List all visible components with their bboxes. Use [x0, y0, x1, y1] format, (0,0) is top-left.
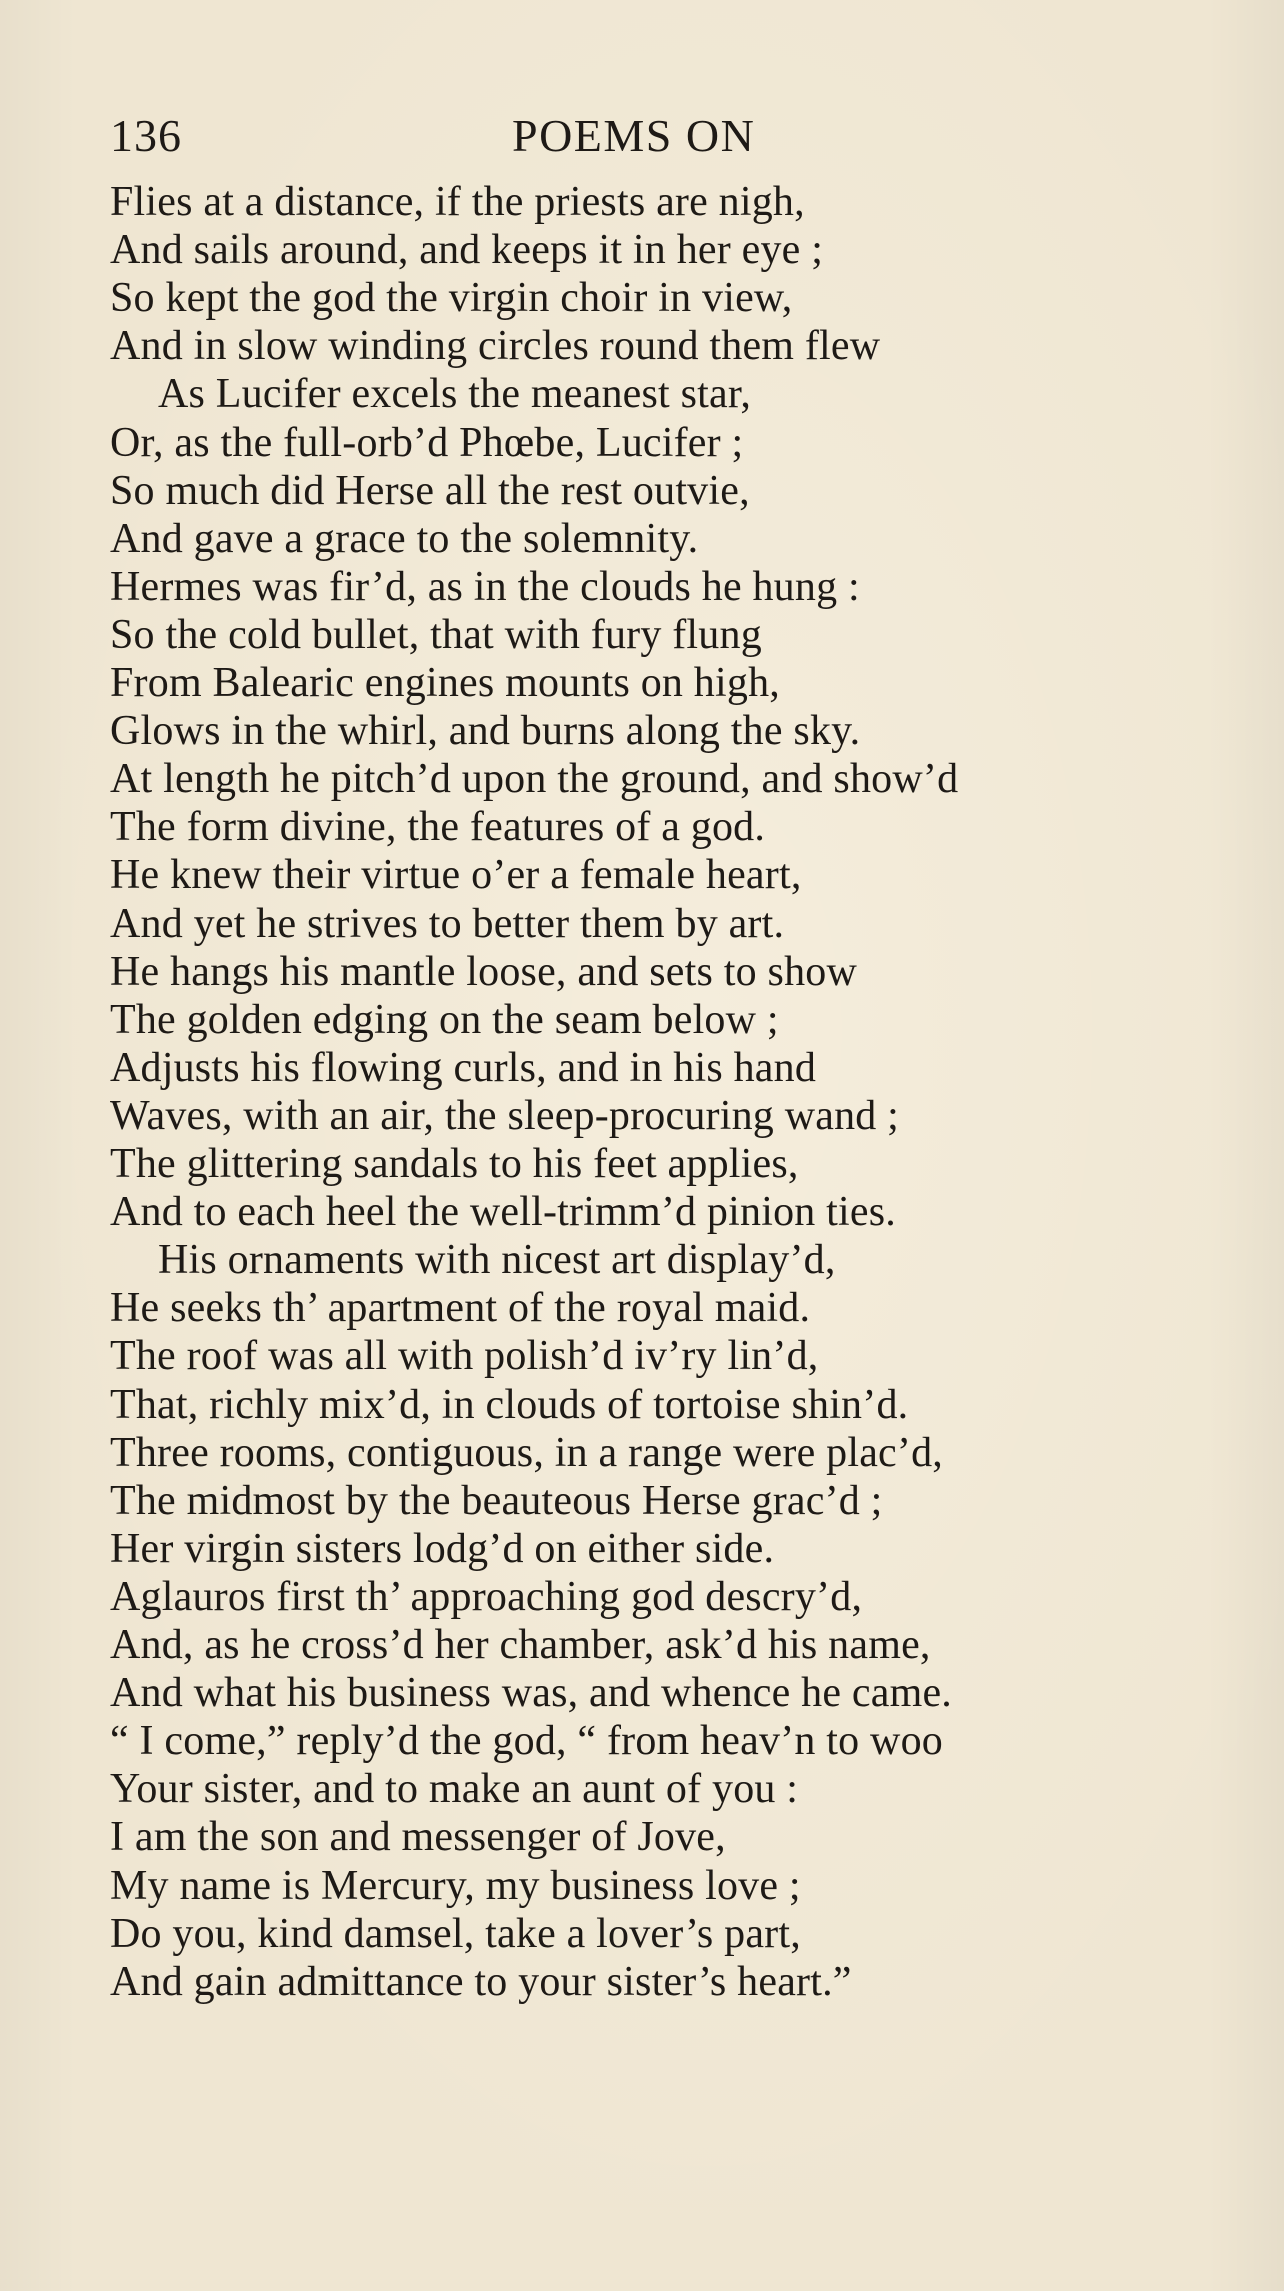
poem-line: And in slow winding circles round them flew [110, 323, 881, 369]
poem-line: Or, as the full-orb’d Phœbe, Lucifer ; [110, 420, 744, 466]
poem-line: Flies at a distance, if the priests are nigh, [110, 179, 805, 225]
poem-line: Her virgin sisters lodg’d on either side. [110, 1526, 775, 1572]
poem-line: And to each heel the well-trimm’d pinion ties. [110, 1189, 896, 1235]
poem-line: And yet he strives to better them by art. [110, 901, 785, 947]
poem-line: And sails around, and keeps it in her eye ; [110, 227, 824, 273]
poem-line: Adjusts his flowing curls, and in his hand [110, 1045, 817, 1091]
poem-line: And gain admittance to your sister’s heart.” [110, 1959, 852, 2005]
poem-line: And gave a grace to the solemnity. [110, 516, 699, 562]
poem-line: My name is Mercury, my business love ; [110, 1863, 801, 1909]
poem-line: He hangs his mantle loose, and sets to show [110, 949, 858, 995]
poem-line: Your sister, and to make an aunt of you : [110, 1766, 799, 1812]
poem-line: From Balearic engines mounts on high, [110, 660, 780, 706]
page-number: 136 [110, 110, 182, 161]
poem-line: Hermes was fir’d, as in the clouds he hung : [110, 564, 860, 610]
poem-line: As Lucifer excels the meanest star, [158, 371, 752, 417]
poem-line: Three rooms, contiguous, in a range were plac’d, [110, 1430, 943, 1476]
poem-line: He knew their virtue o’er a female heart, [110, 852, 802, 898]
running-head: POEMS ON [512, 110, 756, 161]
poem-line: The roof was all with polish’d iv’ry lin’d, [110, 1333, 819, 1379]
poem-line: The midmost by the beauteous Herse grac’d ; [110, 1478, 883, 1524]
poem-line: That, richly mix’d, in clouds of tortoise shin’d. [110, 1382, 909, 1428]
poem-line: The form divine, the features of a god. [110, 804, 766, 850]
poem-line: Do you, kind damsel, take a lover’s part, [110, 1911, 801, 1957]
poem-line: So kept the god the virgin choir in view, [110, 275, 793, 321]
poem-line: “ I come,” reply’d the god, “ from heav’n to woo [110, 1718, 943, 1764]
poem-line: So much did Herse all the rest outvie, [110, 468, 750, 514]
poem-line: I am the son and messenger of Jove, [110, 1814, 726, 1860]
poem-line: Glows in the whirl, and burns along the sky. [110, 708, 861, 754]
poem-line: And what his business was, and whence he came. [110, 1670, 952, 1716]
poem-line: He seeks th’ apartment of the royal maid. [110, 1285, 811, 1331]
poem-line: And, as he cross’d her chamber, ask’d his name, [110, 1622, 931, 1668]
poem-line: So the cold bullet, that with fury flung [110, 612, 762, 658]
poem-line: At length he pitch’d upon the ground, and show’d [110, 756, 959, 802]
poem-line: Waves, with an air, the sleep-procuring wand ; [110, 1093, 900, 1139]
page-header [0, 104, 1284, 164]
poem-line: The golden edging on the seam below ; [110, 997, 779, 1043]
poem-line: His ornaments with nicest art display’d, [158, 1237, 836, 1283]
poem-line: Aglauros first th’ approaching god descry’d, [110, 1574, 863, 1620]
poem-line: The glittering sandals to his feet applies, [110, 1141, 799, 1187]
